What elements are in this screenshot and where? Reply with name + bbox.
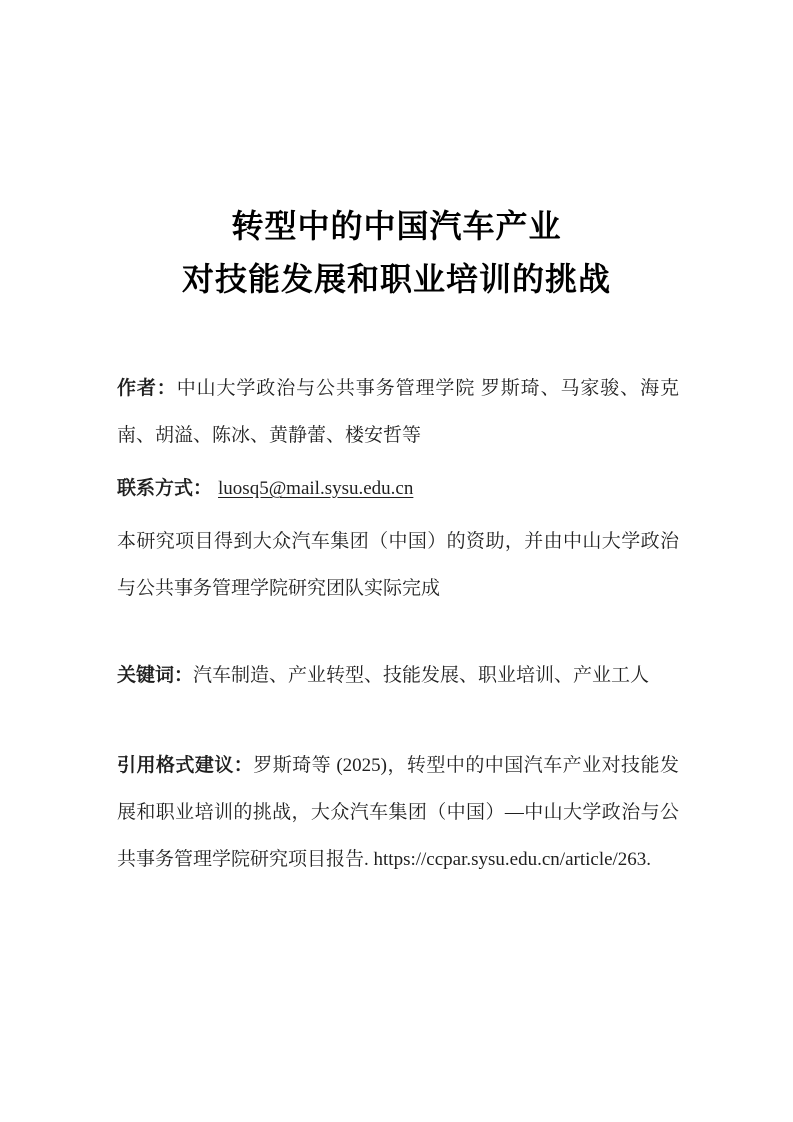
authors-text: 中山大学政治与公共事务管理学院 罗斯琦、马家骏、海克南、胡溢、陈冰、黄静蕾、楼安哲等 xyxy=(117,378,679,446)
authors-label: 作者： xyxy=(117,378,177,399)
contact-paragraph xyxy=(117,465,679,512)
citation-text: 罗斯琦等 (2025)，转型中的中国汽车产业对技能发展和职业培训的挑战，大众汽车集团（中国）—中山大学政治与公共事务管理学院研究项目报告. xyxy=(117,755,679,870)
contact-label: 联系方式： xyxy=(117,478,213,499)
authors-paragraph xyxy=(117,365,679,459)
funding-text: 本研究项目得到大众汽车集团（中国）的资助，并由中山大学政治与公共事务管理学院研究团队实际完成 xyxy=(117,531,679,599)
citation-paragraph xyxy=(117,742,679,883)
contact-email-link[interactable]: luosq5@mail.sysu.edu.cn xyxy=(218,478,414,499)
title-line-1: 转型中的中国汽车产业 xyxy=(231,208,562,244)
keywords-paragraph xyxy=(117,652,679,699)
keywords-text: 汽车制造、产业转型、技能发展、职业培训、产业工人 xyxy=(193,665,650,686)
keywords-label: 关键词： xyxy=(117,665,194,686)
citation-url: https://ccpar.sysu.edu.cn/article/263. xyxy=(373,849,652,870)
title-line-2: 对技能发展和职业培训的挑战 xyxy=(181,261,611,297)
document-title xyxy=(0,200,793,306)
funding-statement xyxy=(117,518,679,612)
citation-label: 引用格式建议： xyxy=(117,755,254,776)
